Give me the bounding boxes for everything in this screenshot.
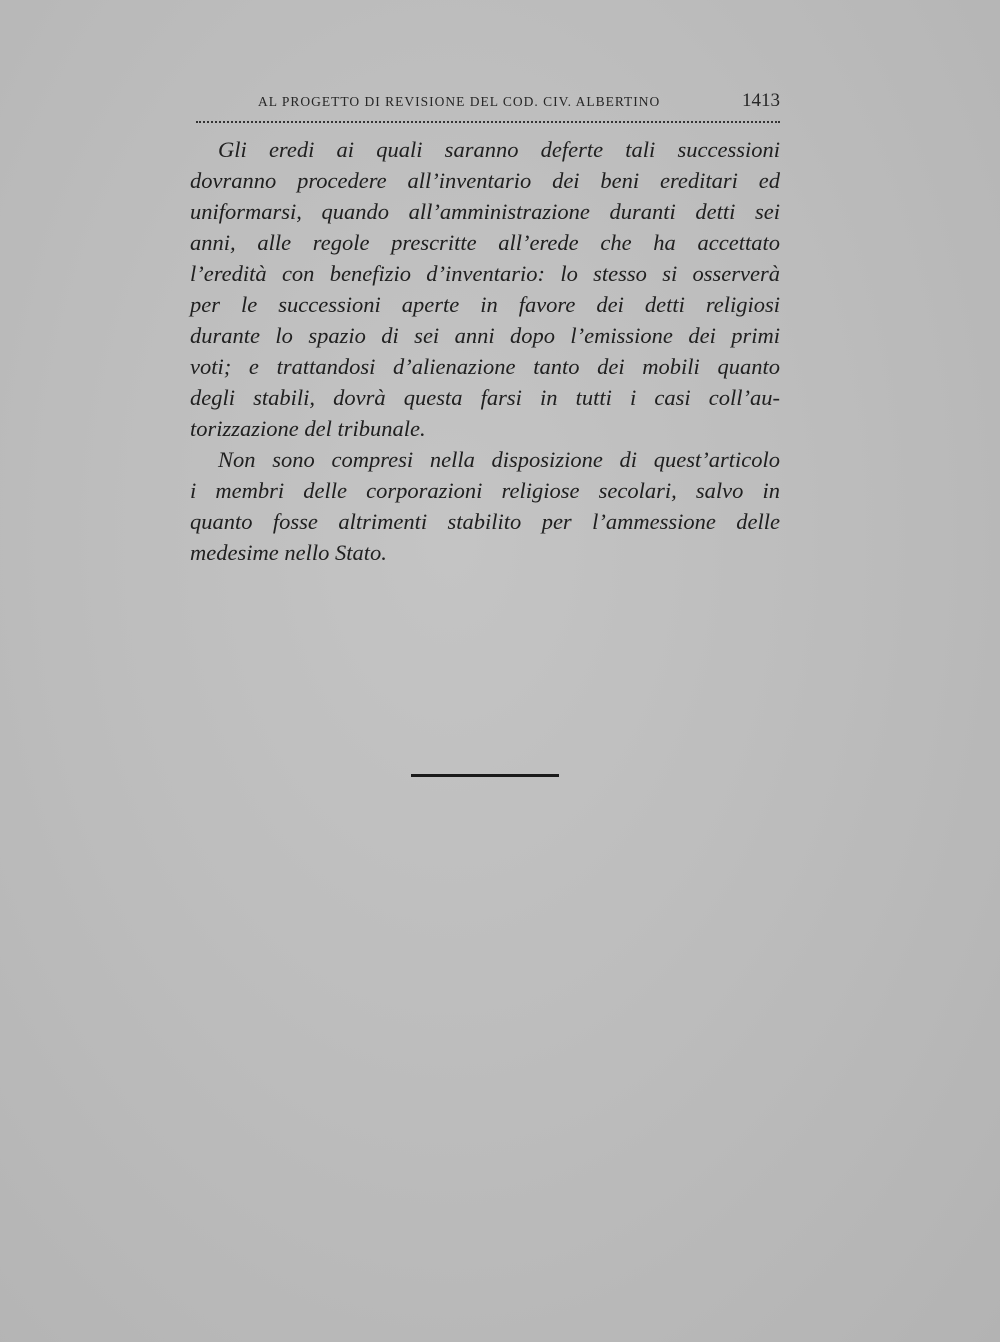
text-line: l’eredità con benefizio d’inventario: lo stesso si osserverà bbox=[190, 261, 780, 286]
text-line: anni, alle regole prescritte all’erede che ha accettato bbox=[190, 230, 780, 255]
header-rule bbox=[196, 121, 780, 123]
text-line: Gli eredi ai quali saranno deferte tali successioni bbox=[218, 137, 780, 162]
page-number: 1413 bbox=[742, 90, 780, 111]
article-text bbox=[190, 134, 780, 568]
text-line: medesime nello Stato. bbox=[190, 540, 387, 565]
text-line: voti; e trattandosi d’alienazione tanto dei mobili quanto bbox=[190, 354, 780, 379]
end-rule bbox=[411, 774, 559, 777]
text-line: Non sono compresi nella disposizione di quest’articolo bbox=[218, 447, 780, 472]
paragraph-1 bbox=[190, 134, 780, 444]
text-line: i membri delle corporazioni religiose secolari, salvo in bbox=[190, 478, 780, 503]
text-line: dovranno procedere all’inventario dei beni ereditari ed bbox=[190, 168, 780, 193]
text-line: torizzazione del tribunale. bbox=[190, 416, 426, 441]
text-line: durante lo spazio di sei anni dopo l’emissione dei primi bbox=[190, 323, 780, 348]
running-head bbox=[196, 90, 780, 120]
running-title: AL PROGETTO DI REVISIONE DEL COD. CIV. ALBERTINO bbox=[258, 94, 661, 109]
text-line: quanto fosse altrimenti stabilito per l’ammessione delle bbox=[190, 509, 780, 534]
paragraph-2 bbox=[190, 444, 780, 568]
text-line: per le successioni aperte in favore dei detti religiosi bbox=[190, 292, 780, 317]
text-line: uniformarsi, quando all’amministrazione duranti detti sei bbox=[190, 199, 780, 224]
text-line: degli stabili, dovrà questa farsi in tutti i casi coll’au- bbox=[190, 385, 780, 410]
